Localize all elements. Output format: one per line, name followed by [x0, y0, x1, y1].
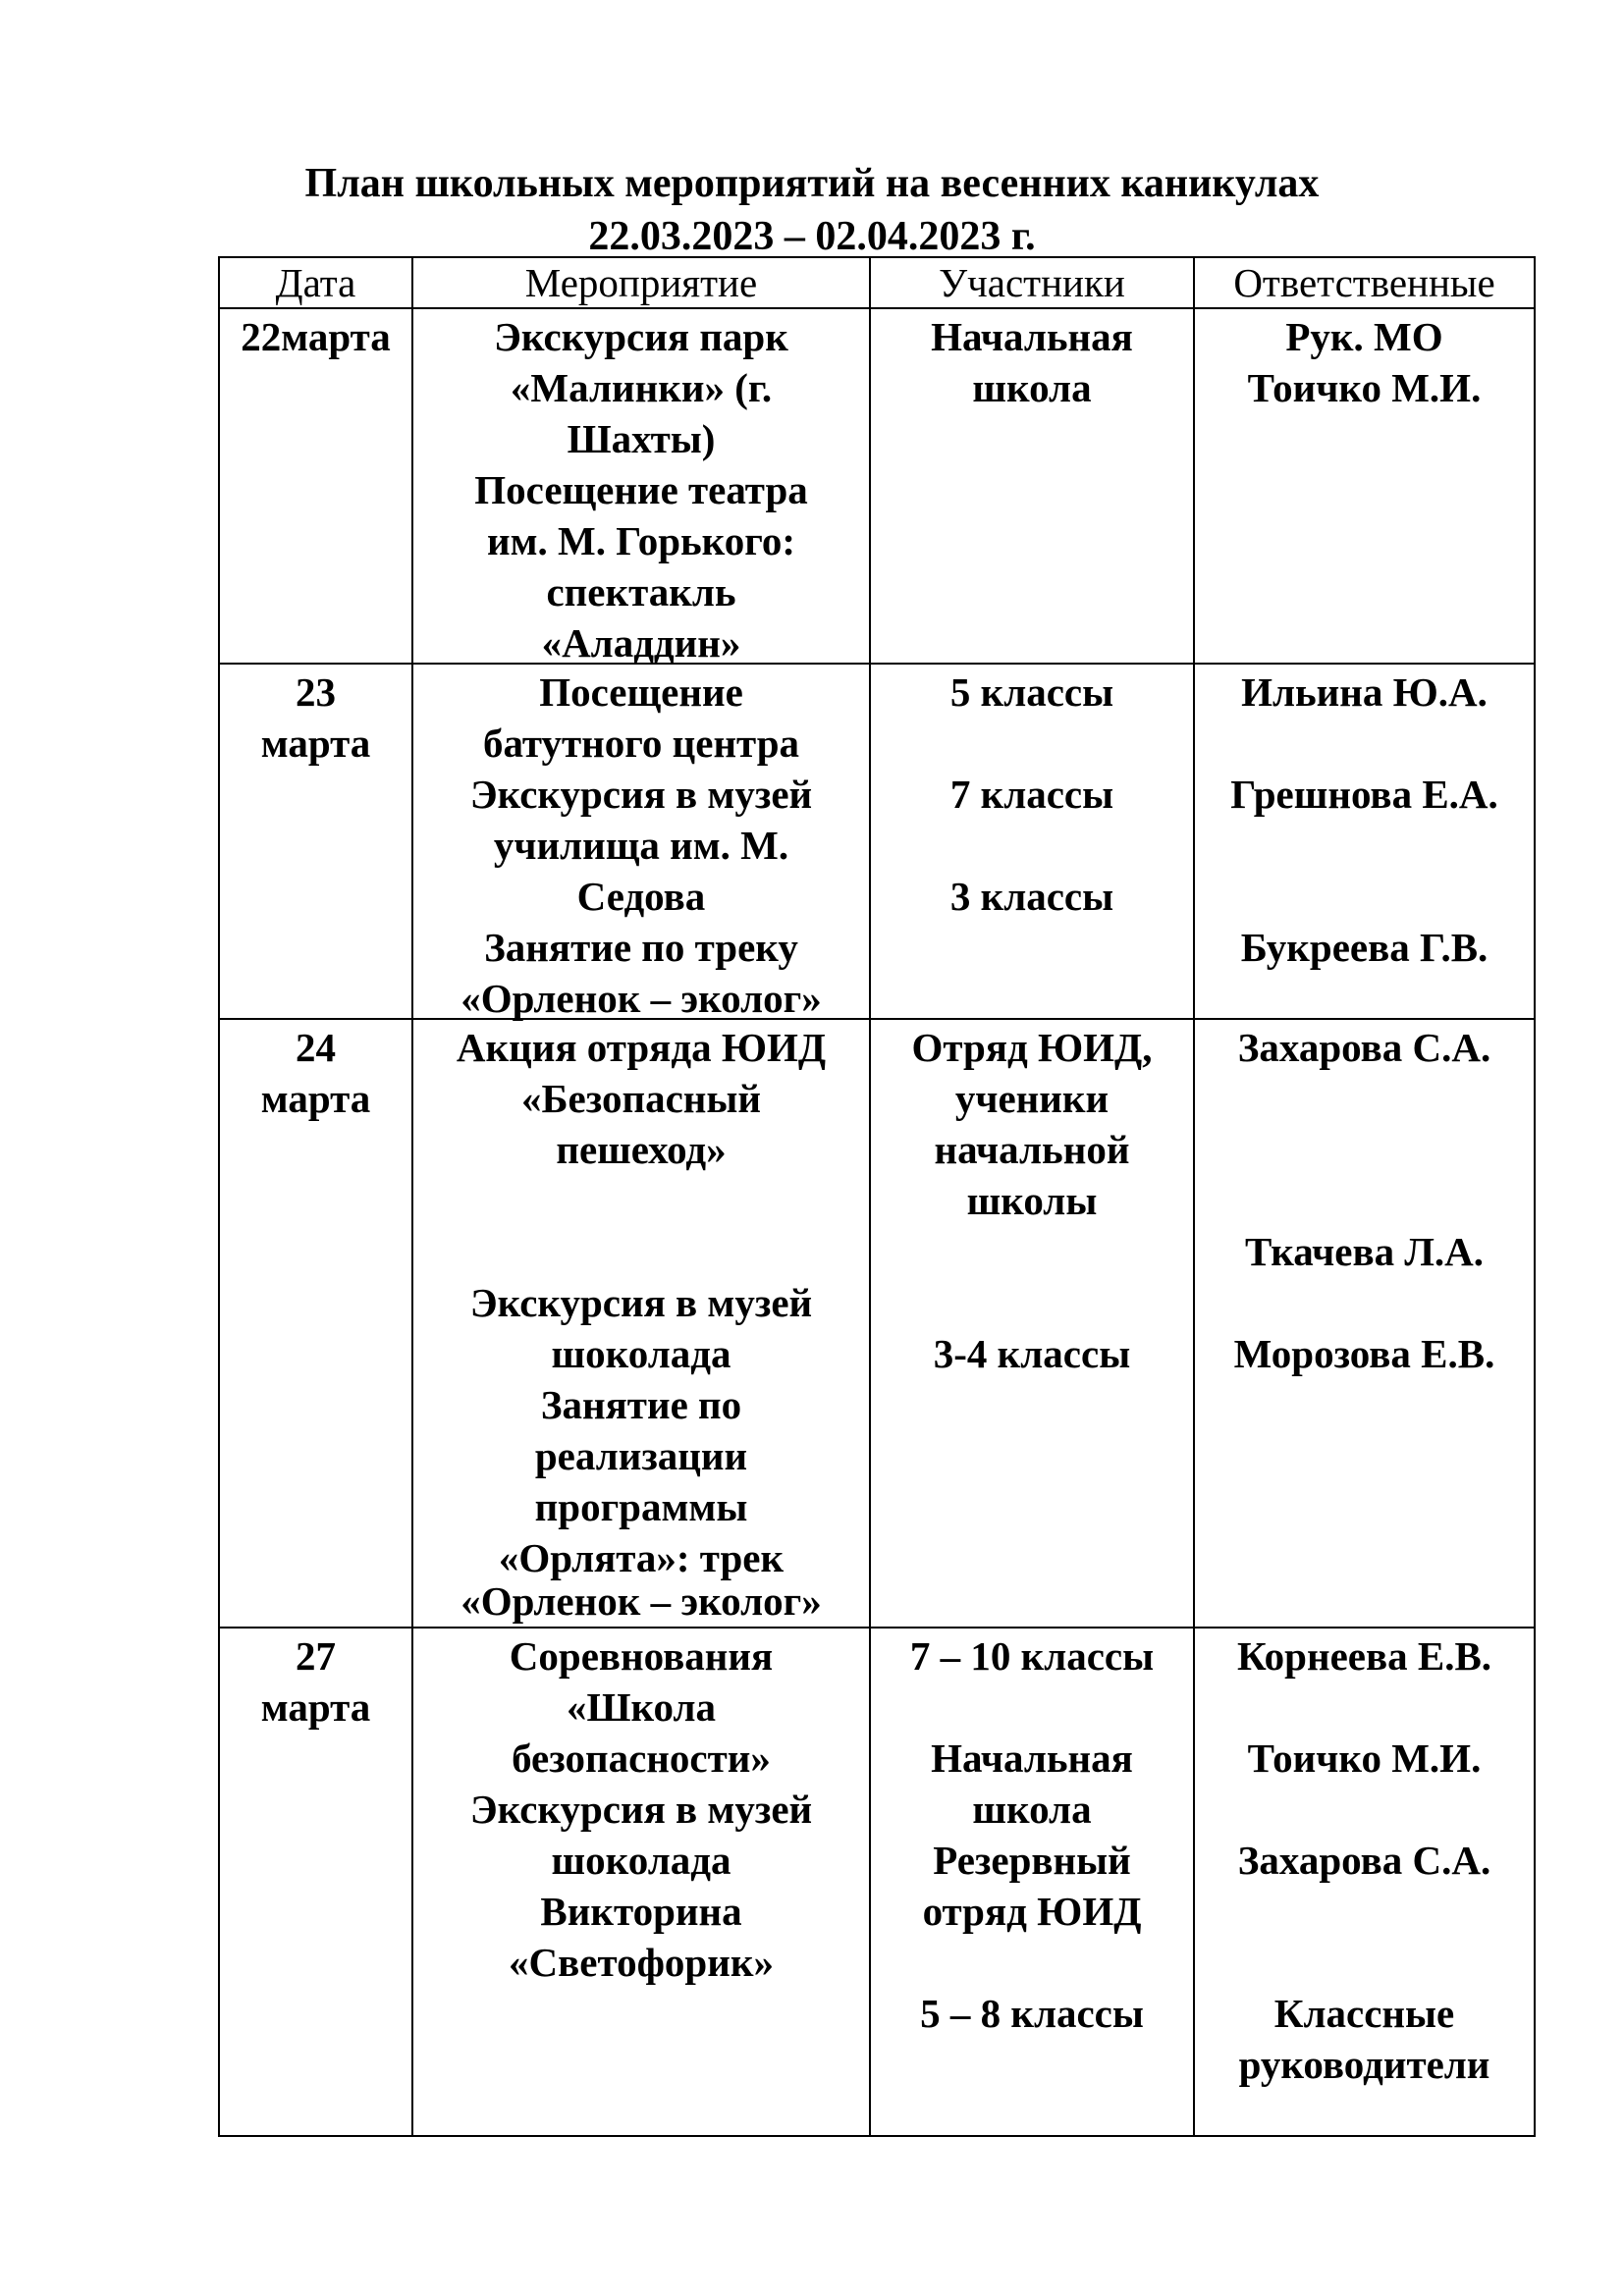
- participants-line: начальной: [934, 1127, 1130, 1172]
- table-row: [219, 1628, 1535, 2136]
- event-line: шоколада: [551, 1838, 731, 1883]
- event-line: училища им. М.: [493, 823, 789, 868]
- event-cell: [412, 308, 870, 664]
- responsible-line: Букреева Г.В.: [1240, 925, 1489, 970]
- responsible-line: Тоичко М.И.: [1247, 365, 1482, 410]
- table-row: [219, 308, 1535, 664]
- event-line: им. М. Горького:: [486, 518, 796, 563]
- event-line: Экскурсия в музей: [469, 1280, 813, 1325]
- date-text: марта: [260, 1076, 371, 1121]
- responsible-line: Грешнова Е.А.: [1230, 772, 1498, 817]
- participants-line: Отряд ЮИД,: [911, 1025, 1153, 1070]
- date-cell: [219, 1019, 412, 1628]
- responsible-line: Рук. МО: [1285, 314, 1443, 359]
- header-date: Дата: [219, 257, 412, 308]
- event-line: спектакль: [546, 569, 736, 614]
- participants-line: Резервный: [933, 1838, 1131, 1883]
- participants-line: Начальная: [931, 314, 1133, 359]
- event-line: Посещение театра: [474, 467, 808, 512]
- participants-line: 5 – 8 классы: [920, 1991, 1144, 2036]
- participants-line: 5 классы: [949, 669, 1114, 715]
- participants-cell: [870, 664, 1194, 1019]
- responsible-line: Захарова С.А.: [1237, 1025, 1491, 1070]
- event-line: «Аладдин»: [541, 620, 741, 666]
- table-row: [219, 664, 1535, 1019]
- header-responsible: Ответственные: [1194, 257, 1535, 308]
- event-line: Викторина: [540, 1889, 742, 1934]
- event-line: шоколада: [551, 1331, 731, 1376]
- header-event: Мероприятие: [412, 257, 870, 308]
- responsible-line: Захарова С.А.: [1237, 1838, 1491, 1883]
- table-row: [219, 1019, 1535, 1628]
- responsible-cell: [1194, 308, 1535, 664]
- date-text: марта: [260, 1684, 371, 1730]
- event-line: Шахты): [567, 416, 716, 461]
- participants-line: школа: [972, 1787, 1092, 1832]
- event-line: «Безопасный: [520, 1076, 762, 1121]
- participants-cell: [870, 308, 1194, 664]
- event-cell: [412, 1019, 870, 1628]
- event-line: «Светофорик»: [509, 1940, 774, 1985]
- date-text: 23: [296, 669, 336, 715]
- responsible-line: Классные: [1273, 1991, 1455, 2036]
- event-line: Акция отряда ЮИД: [456, 1025, 827, 1070]
- date-text: марта: [260, 721, 371, 766]
- responsible-line: руководители: [1238, 2042, 1490, 2087]
- event-line: «Орленок – эколог»: [460, 1578, 822, 1624]
- date-text: 24: [296, 1025, 336, 1070]
- event-line: реализации: [534, 1433, 748, 1478]
- responsible-line: Тоичко М.И.: [1247, 1735, 1482, 1781]
- event-line: «Малинки» (г.: [510, 365, 773, 410]
- event-line: Экскурсия в музей: [469, 772, 813, 817]
- event-cell: [412, 664, 870, 1019]
- date-text: 27: [296, 1633, 336, 1679]
- date-cell: [219, 664, 412, 1019]
- date-text: 22марта: [241, 314, 391, 359]
- title-line-2: 22.03.2023 – 02.04.2023 г.: [588, 214, 1036, 259]
- event-line: Посещение: [539, 669, 743, 715]
- event-line: «Орлята»: трек: [498, 1535, 785, 1580]
- participants-line: 3 классы: [949, 874, 1114, 919]
- event-line: Занятие по: [540, 1382, 742, 1427]
- event-cell: [412, 1628, 870, 2136]
- event-line: Экскурсия в музей: [469, 1787, 813, 1832]
- participants-line: 3-4 классы: [933, 1331, 1131, 1376]
- participants-line: ученики: [954, 1076, 1110, 1121]
- event-line: программы: [534, 1484, 748, 1529]
- responsible-line: Корнеева Е.В.: [1236, 1633, 1492, 1679]
- responsible-line: Ильина Ю.А.: [1241, 669, 1488, 715]
- header-row: [219, 257, 1535, 308]
- event-line: Экскурсия парк: [494, 314, 788, 359]
- responsible-cell: [1194, 1628, 1535, 2136]
- participants-cell: [870, 1628, 1194, 2136]
- participants-line: школа: [972, 365, 1092, 410]
- event-line: «Орленок – эколог»: [460, 976, 822, 1021]
- title-line-1: План школьных мероприятий на весенних каникулах: [304, 161, 1320, 206]
- date-cell: [219, 1628, 412, 2136]
- header-participants: Участники: [870, 257, 1194, 308]
- event-line: Занятие по треку: [484, 925, 798, 970]
- participants-line: школы: [966, 1178, 1098, 1223]
- date-cell: [219, 308, 412, 664]
- participants-cell: [870, 1019, 1194, 1628]
- responsible-line: Ткачева Л.А.: [1244, 1229, 1485, 1274]
- participants-line: отряд ЮИД: [922, 1889, 1142, 1934]
- event-line: Седова: [576, 874, 706, 919]
- responsible-cell: [1194, 664, 1535, 1019]
- event-line: пешеход»: [556, 1127, 727, 1172]
- event-line: «Школа: [566, 1684, 717, 1730]
- event-line: безопасности»: [512, 1735, 771, 1781]
- events-table: [218, 256, 1536, 2137]
- event-line: батутного центра: [482, 721, 800, 766]
- event-line: Соревнования: [509, 1633, 774, 1679]
- participants-line: 7 классы: [949, 772, 1114, 817]
- responsible-cell: [1194, 1019, 1535, 1628]
- participants-line: 7 – 10 классы: [909, 1633, 1155, 1679]
- responsible-line: Морозова Е.В.: [1233, 1331, 1495, 1376]
- document-title: [218, 157, 1406, 263]
- participants-line: Начальная: [931, 1735, 1133, 1781]
